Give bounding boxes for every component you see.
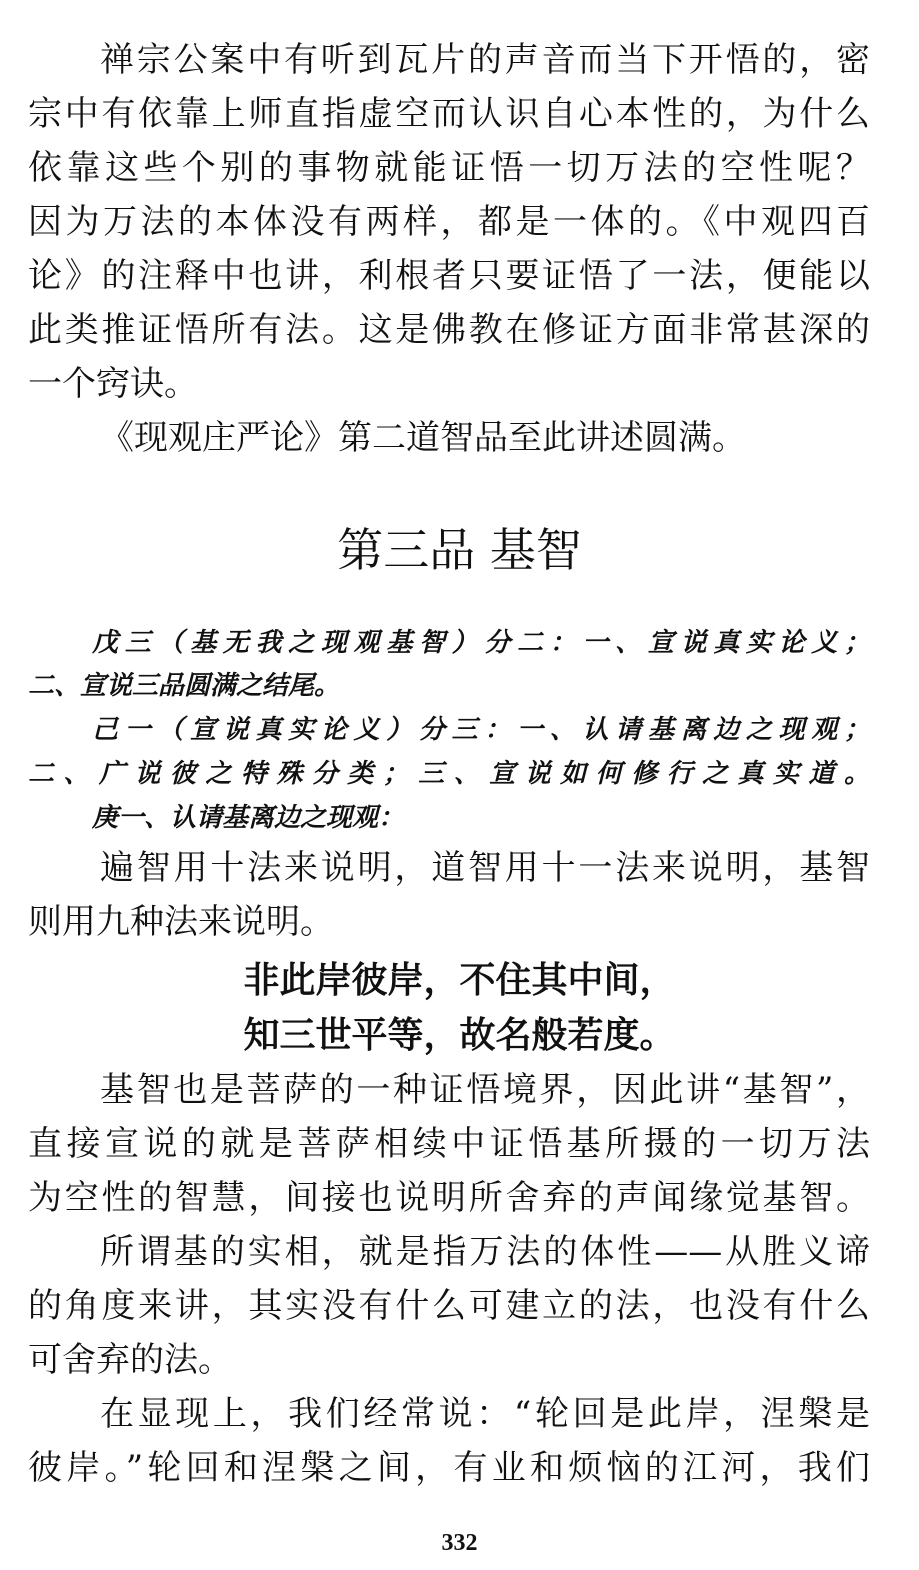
paragraph-5-line-1: 在显现上，我们经常说：“轮回是此岸，涅槃是 bbox=[100, 1394, 870, 1434]
outline-line-5: 庚一、认请基离边之现观： bbox=[92, 803, 405, 833]
paragraph-3-line-3: 为空性的智慧，间接也说明所舍弃的声闻缘觉基智。 bbox=[28, 1178, 870, 1218]
paragraph-1-line-7: 一个窍诀。 bbox=[28, 364, 198, 404]
paragraph-3-line-2: 直接宣说的就是菩萨相续中证悟基所摄的一切万法 bbox=[28, 1124, 870, 1164]
paragraph-5-line-2: 彼岸。”轮回和涅槃之间，有业和烦恼的江河，我们 bbox=[28, 1448, 870, 1488]
outline-line-4: 二、广说彼之特殊分类；三、宣说如何修行之真实道。 bbox=[28, 759, 870, 789]
paragraph-1-line-6: 此类推证悟所有法。这是佛教在修证方面非常甚深的 bbox=[28, 310, 870, 350]
page-number: 332 bbox=[441, 1530, 478, 1556]
paragraph-3-line-1: 基智也是菩萨的一种证悟境界，因此讲“基智”， bbox=[100, 1070, 870, 1110]
paragraph-4-line-2: 的角度来讲，其实没有什么可建立的法，也没有什么 bbox=[28, 1286, 870, 1326]
chapter-closing-line: 《现观庄严论》第二道智品至此讲述圆满。 bbox=[100, 418, 746, 458]
paragraph-1-line-5: 论》的注释中也讲，利根者只要证悟了一法，便能以 bbox=[28, 256, 870, 296]
verse-line-2: 知三世平等，故名般若度。 bbox=[243, 1015, 676, 1056]
paragraph-4-line-1: 所谓基的实相，就是指万法的体性——从胜义谛 bbox=[100, 1232, 870, 1272]
chapter-title: 第三品 基智 bbox=[337, 523, 582, 577]
verse-line-1: 非此岸彼岸，不住其中间， bbox=[243, 960, 676, 1001]
outline-line-3: 己一（宣说真实论义）分三：一、认请基离边之现观； bbox=[92, 715, 870, 745]
paragraph-1-line-1: 禅宗公案中有听到瓦片的声音而当下开悟的，密 bbox=[100, 40, 870, 80]
outline-line-2: 二、宣说三品圆满之结尾。 bbox=[28, 671, 341, 701]
paragraph-1-line-3: 依靠这些个别的事物就能证悟一切万法的空性呢？ bbox=[28, 148, 870, 188]
paragraph-4-line-3: 可舍弃的法。 bbox=[28, 1340, 232, 1380]
paragraph-1-line-4: 因为万法的本体没有两样，都是一体的。《中观四百 bbox=[28, 202, 870, 242]
paragraph-1-line-2: 宗中有依靠上师直指虚空而认识自心本性的，为什么 bbox=[28, 94, 870, 134]
paragraph-2-line-2: 则用九种法来说明。 bbox=[28, 902, 334, 942]
outline-line-1: 戊三（基无我之现观基智）分二：一、宣说真实论义； bbox=[92, 628, 870, 658]
paragraph-2-line-1: 遍智用十法来说明，道智用十一法来说明，基智 bbox=[100, 848, 870, 888]
